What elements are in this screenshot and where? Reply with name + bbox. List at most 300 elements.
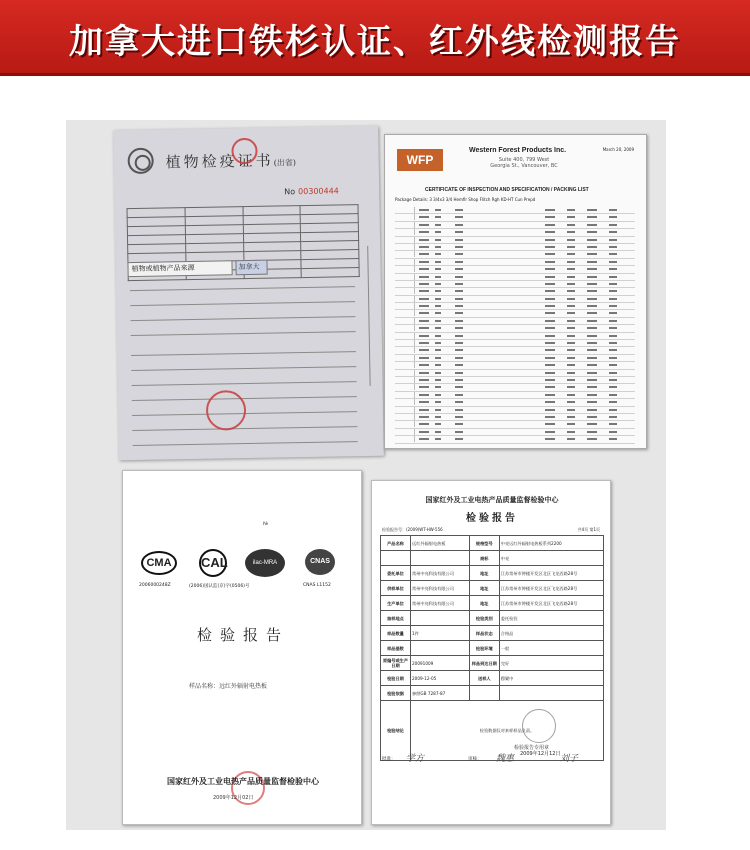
packing-row — [395, 355, 635, 362]
report-cell: 样品状态 — [469, 626, 499, 641]
packing-cell — [455, 268, 463, 270]
signature-3: 刘子 — [560, 754, 579, 764]
packing-cell — [609, 312, 617, 314]
packing-cell — [609, 327, 617, 329]
cover-date: 2009年12月02日 — [213, 795, 254, 801]
report-cell: 样品数量 — [381, 626, 411, 641]
packing-row — [395, 274, 635, 281]
packing-cell — [435, 394, 441, 396]
packing-cell — [435, 438, 441, 440]
packing-cell — [609, 438, 617, 440]
packing-cell — [545, 312, 555, 314]
packing-date: March 20, 2009 — [602, 147, 634, 152]
packing-cell — [419, 335, 429, 337]
packing-cell — [567, 216, 575, 218]
packing-cell — [587, 335, 597, 337]
packing-cell — [567, 290, 575, 292]
report-seal-icon — [522, 709, 556, 743]
packing-row-id — [395, 407, 415, 413]
report-cell: 江苏常州市钟楼开发区北区飞龙西路28号 — [499, 596, 603, 611]
packing-cell — [435, 349, 441, 351]
cma-logo: CMA — [141, 551, 177, 575]
packing-row-id — [395, 281, 415, 287]
packing-row-id — [395, 362, 415, 368]
packing-row-id — [395, 429, 415, 435]
packing-cell — [435, 283, 441, 285]
packing-cell — [455, 416, 463, 418]
packing-cell — [545, 268, 555, 270]
packing-cell — [435, 364, 441, 366]
packing-cell — [419, 386, 429, 388]
report-cell — [381, 551, 411, 566]
packing-cell — [587, 401, 597, 403]
packing-cell — [419, 372, 429, 374]
packing-cell — [455, 386, 463, 388]
packing-cell — [545, 224, 555, 226]
packing-row — [395, 325, 635, 332]
packing-cell — [587, 231, 597, 233]
packing-cell — [587, 320, 597, 322]
packing-row-id — [395, 259, 415, 265]
packing-cell — [545, 409, 555, 411]
wfp-logo: WFP — [397, 149, 443, 171]
packing-cell — [609, 349, 617, 351]
packing-row-id — [395, 303, 415, 309]
packing-cell — [455, 253, 463, 255]
packing-cell — [609, 231, 617, 233]
packing-cell — [587, 268, 597, 270]
packing-cell — [609, 246, 617, 248]
packing-cell — [419, 394, 429, 396]
packing-cell — [567, 349, 575, 351]
packing-cell — [455, 298, 463, 300]
report-cell: 原编号或生产日期 — [381, 656, 411, 671]
packing-cell — [587, 357, 597, 359]
report-row — [381, 581, 604, 596]
packing-row — [395, 303, 635, 310]
packing-cell — [435, 231, 441, 233]
packing-cell — [435, 298, 441, 300]
report-row — [381, 671, 604, 686]
report-cell: 委托单位 — [381, 566, 411, 581]
packing-cell — [609, 409, 617, 411]
packing-cell — [545, 231, 555, 233]
packing-row-id — [395, 251, 415, 257]
packing-cell — [419, 357, 429, 359]
packing-cell — [545, 438, 555, 440]
packing-cell — [587, 379, 597, 381]
packing-cell — [419, 431, 429, 433]
packing-cell — [567, 386, 575, 388]
report-row — [381, 641, 604, 656]
packing-cell — [587, 261, 597, 263]
report-number: 检验报告号：(2009)WT-HW-556 — [382, 527, 443, 532]
packing-cell — [419, 216, 429, 218]
packing-cell — [455, 409, 463, 411]
packing-cell — [609, 216, 617, 218]
packing-cell — [587, 372, 597, 374]
packing-row — [395, 392, 635, 399]
packing-row — [395, 281, 635, 288]
packing-cell — [435, 261, 441, 263]
packing-cell — [545, 401, 555, 403]
packing-cell — [609, 431, 617, 433]
cover-sample-name: 样品名称：远红外辐射电热板 — [189, 683, 268, 690]
packing-row-id — [395, 421, 415, 427]
packing-row-id — [395, 296, 415, 302]
packing-row — [395, 318, 635, 325]
report-title: 检验报告 — [466, 513, 518, 524]
packing-cell — [419, 261, 429, 263]
packing-row — [395, 222, 635, 229]
report-cell: 江苏常州市钟楼开发区北区飞龙西路28号 — [499, 581, 603, 596]
packing-cell — [567, 364, 575, 366]
packing-row-id — [395, 399, 415, 405]
inspection-report — [371, 480, 611, 825]
packing-cell — [545, 379, 555, 381]
packing-row-id — [395, 384, 415, 390]
packing-cell — [609, 342, 617, 344]
cover-title: 检验报告 — [196, 626, 289, 644]
report-cell: 检验类别 — [469, 611, 499, 626]
packing-row-id — [395, 237, 415, 243]
packing-row — [395, 384, 635, 391]
packing-cell — [609, 298, 617, 300]
packing-cell — [545, 423, 555, 425]
packing-cell — [419, 283, 429, 285]
packing-cell — [587, 253, 597, 255]
packing-cell — [419, 239, 429, 241]
packing-cell — [435, 357, 441, 359]
packing-cell — [435, 320, 441, 322]
report-cell: 完好 — [499, 656, 603, 671]
packing-cell — [587, 305, 597, 307]
cal-code: (2006)国认监(京)字(0506)号 — [189, 584, 250, 589]
packing-cell — [567, 320, 575, 322]
packing-cell — [455, 216, 463, 218]
packing-cell — [455, 372, 463, 374]
packing-cell — [609, 239, 617, 241]
packing-row-id — [395, 436, 415, 442]
packing-cell — [455, 312, 463, 314]
packing-cell — [545, 349, 555, 351]
packing-row — [395, 237, 635, 244]
packing-cell — [419, 305, 429, 307]
packing-cell — [609, 224, 617, 226]
review-label: 审核： — [468, 757, 482, 762]
packing-cell — [419, 320, 429, 322]
packing-cell — [435, 276, 441, 278]
packing-cell — [435, 335, 441, 337]
packing-cell — [567, 224, 575, 226]
packing-cell — [567, 283, 575, 285]
packing-cell — [609, 305, 617, 307]
packing-cell — [419, 416, 429, 418]
packing-cell — [587, 416, 597, 418]
conclusion-text: 检验数据仅对来样样品负责。 — [411, 701, 604, 761]
side-strip — [367, 246, 378, 386]
packing-cell — [455, 305, 463, 307]
packing-row-id — [395, 229, 415, 235]
packing-row — [395, 207, 635, 214]
report-row — [381, 656, 604, 671]
packing-cell — [567, 239, 575, 241]
report-cell: 常州中亮科技有限公司 — [411, 596, 470, 611]
packing-row-id — [395, 347, 415, 353]
packing-cell — [567, 261, 575, 263]
packing-cell — [419, 438, 429, 440]
packing-row-id — [395, 325, 415, 331]
packing-cell — [609, 209, 617, 211]
packing-cell — [435, 209, 441, 211]
packing-cell — [455, 290, 463, 292]
packing-cell — [587, 327, 597, 329]
packing-cell — [567, 379, 575, 381]
packing-cell — [545, 209, 555, 211]
report-cell: 中亮 — [499, 551, 603, 566]
company-address: Suite 400, 799 West Georgia St., Vancouver, BC — [490, 157, 558, 169]
packing-cell — [435, 431, 441, 433]
packing-cell — [545, 261, 555, 263]
packing-cell — [609, 357, 617, 359]
packing-cell — [587, 431, 597, 433]
packing-cell — [567, 231, 575, 233]
packing-cell — [587, 349, 597, 351]
document-gallery — [66, 120, 666, 830]
packing-cell — [419, 401, 429, 403]
packing-cell — [609, 261, 617, 263]
packing-cell — [609, 283, 617, 285]
packing-cell — [567, 394, 575, 396]
accreditation-logos — [139, 549, 349, 589]
packing-cell — [609, 416, 617, 418]
seal-text: 检验报告专用章 — [514, 745, 550, 751]
packing-cell — [455, 283, 463, 285]
packing-cell — [455, 261, 463, 263]
packing-cell — [435, 253, 441, 255]
packing-cell — [435, 216, 441, 218]
report-cell: 检验日期 — [381, 671, 411, 686]
packing-cell — [435, 416, 441, 418]
packing-row — [395, 259, 635, 266]
packing-cell — [587, 276, 597, 278]
cnas-code: CNAS L1152 — [303, 583, 331, 588]
packing-row-id — [395, 222, 415, 228]
packing-cell — [435, 401, 441, 403]
packing-row — [395, 414, 635, 421]
report-cell: 一般 — [499, 641, 603, 656]
packing-cell — [435, 386, 441, 388]
packing-cell — [455, 438, 463, 440]
packing-cell — [567, 276, 575, 278]
packing-cell — [587, 239, 597, 241]
report-cell: 委托检验 — [499, 611, 603, 626]
certificate-no-label: No — [284, 187, 296, 197]
packing-cell — [545, 386, 555, 388]
packing-cell — [435, 372, 441, 374]
packing-row — [395, 333, 635, 340]
packing-cell — [419, 423, 429, 425]
packing-cell — [455, 335, 463, 337]
packing-cell — [419, 379, 429, 381]
packing-cell — [545, 305, 555, 307]
packing-cell — [587, 298, 597, 300]
packing-row — [395, 362, 635, 369]
product-origin-label: 植物或植物产品来源 — [127, 260, 232, 277]
packing-cell — [609, 386, 617, 388]
packing-cell — [587, 386, 597, 388]
national-emblem-icon — [127, 148, 153, 174]
packing-cell — [545, 364, 555, 366]
packing-cell — [455, 239, 463, 241]
cma-code: 2006000248Z — [139, 583, 171, 588]
packing-cell — [419, 342, 429, 344]
packing-cell — [435, 239, 441, 241]
packing-cell — [455, 327, 463, 329]
packing-cell — [419, 209, 429, 211]
signature-1: 学方 — [406, 754, 425, 764]
packing-row — [395, 407, 635, 414]
packing-cell — [567, 401, 575, 403]
packing-cell — [419, 268, 429, 270]
report-cell: 供样单位 — [381, 581, 411, 596]
packing-cell — [545, 239, 555, 241]
packing-row — [395, 436, 635, 443]
report-cell: 参照GB 7287-87 — [411, 686, 470, 701]
packing-cell — [419, 224, 429, 226]
packing-cell — [435, 290, 441, 292]
report-cell: 合格品 — [499, 626, 603, 641]
packing-cell — [587, 394, 597, 396]
packing-row — [395, 229, 635, 236]
packing-cell — [455, 394, 463, 396]
packing-row — [395, 377, 635, 384]
packing-cell — [419, 231, 429, 233]
packing-cell — [545, 342, 555, 344]
report-cell: 商标 — [469, 551, 499, 566]
packing-cell — [567, 298, 575, 300]
report-cell: 样品基数 — [381, 641, 411, 656]
report-cell: 检验依据 — [381, 686, 411, 701]
packing-cell — [567, 416, 575, 418]
seal-date: 2009年12月12日 — [520, 751, 561, 757]
packing-cell — [545, 290, 555, 292]
packing-row — [395, 340, 635, 347]
packing-cell — [587, 312, 597, 314]
quarantine-certificate — [113, 126, 384, 461]
packing-cell — [455, 349, 463, 351]
red-seal-icon — [206, 390, 247, 431]
packing-cell — [419, 290, 429, 292]
packing-row-id — [395, 392, 415, 398]
packing-cell — [545, 253, 555, 255]
report-cell: 常州中亮科技有限公司 — [411, 566, 470, 581]
signature-2: 魏惠 — [496, 754, 515, 764]
report-row — [381, 611, 604, 626]
packing-cell — [567, 372, 575, 374]
packing-cell — [587, 224, 597, 226]
packing-cell — [455, 342, 463, 344]
report-cell: 穆繁中 — [499, 671, 603, 686]
certificate-title-text: 植物检疫证书 — [165, 151, 274, 172]
packing-cell — [419, 312, 429, 314]
report-row — [381, 686, 604, 701]
report-page: 共4页 第1页 — [577, 527, 600, 532]
packing-cell — [545, 298, 555, 300]
packing-row-id — [395, 214, 415, 220]
packing-cell — [609, 401, 617, 403]
report-cell: 规格型号 — [469, 536, 499, 551]
report-cell: 检验环境 — [469, 641, 499, 656]
report-cell: 产品名称 — [381, 536, 411, 551]
packing-cell — [435, 327, 441, 329]
packing-cell — [545, 320, 555, 322]
packing-row-id — [395, 377, 415, 383]
packing-cell — [455, 209, 463, 211]
packing-row — [395, 244, 635, 251]
packing-cell — [545, 216, 555, 218]
packing-cell — [435, 312, 441, 314]
product-origin-value: 加拿大 — [235, 260, 267, 276]
packing-row-id — [395, 340, 415, 346]
report-cell — [411, 611, 470, 626]
packing-cell — [435, 268, 441, 270]
packing-cell — [419, 327, 429, 329]
packing-row-id — [395, 370, 415, 376]
packing-cell — [609, 364, 617, 366]
packing-cell — [435, 423, 441, 425]
packing-cell — [419, 364, 429, 366]
report-table — [380, 535, 604, 761]
report-row — [381, 626, 604, 641]
package-details: Package Details: 3 3/4x3 3/4 Hemfir Shop Flitch Rgh KD-HT Cun Prepd — [395, 197, 536, 202]
report-row — [381, 596, 604, 611]
certificate-subtitle: (出省) — [273, 158, 297, 168]
packing-cell — [435, 224, 441, 226]
packing-row-id — [395, 310, 415, 316]
banner-title: 加拿大进口铁杉认证、红外线检测报告 — [69, 22, 681, 62]
packing-cell — [587, 423, 597, 425]
packing-cell — [455, 231, 463, 233]
report-cell: 地址 — [469, 581, 499, 596]
report-cell: 送样人 — [469, 671, 499, 686]
packing-cell — [545, 327, 555, 329]
packing-rows — [395, 207, 635, 444]
report-cell: 样品到达日期 — [469, 656, 499, 671]
packing-cell — [609, 394, 617, 396]
packing-cell — [545, 335, 555, 337]
packing-cell — [455, 379, 463, 381]
form-lines — [113, 126, 378, 131]
report-header: 国家红外及工业电热产品质量监督检验中心 — [425, 496, 559, 504]
packing-cell — [419, 409, 429, 411]
packing-cell — [567, 253, 575, 255]
packing-cell — [609, 253, 617, 255]
packing-cell — [567, 327, 575, 329]
packing-row — [395, 214, 635, 221]
packing-cell — [567, 312, 575, 314]
packing-cell — [545, 372, 555, 374]
report-cell: 中亮远红外辐射电热板系列2200 — [499, 536, 603, 551]
packing-row — [395, 251, 635, 258]
packing-cell — [567, 342, 575, 344]
report-cell — [499, 686, 603, 701]
packing-cell — [419, 349, 429, 351]
packing-cell — [587, 283, 597, 285]
report-cell: 抽样地点 — [381, 611, 411, 626]
report-row — [381, 566, 604, 581]
report-cell: 江苏常州市钟楼开发区北区飞龙西路28号 — [499, 566, 603, 581]
